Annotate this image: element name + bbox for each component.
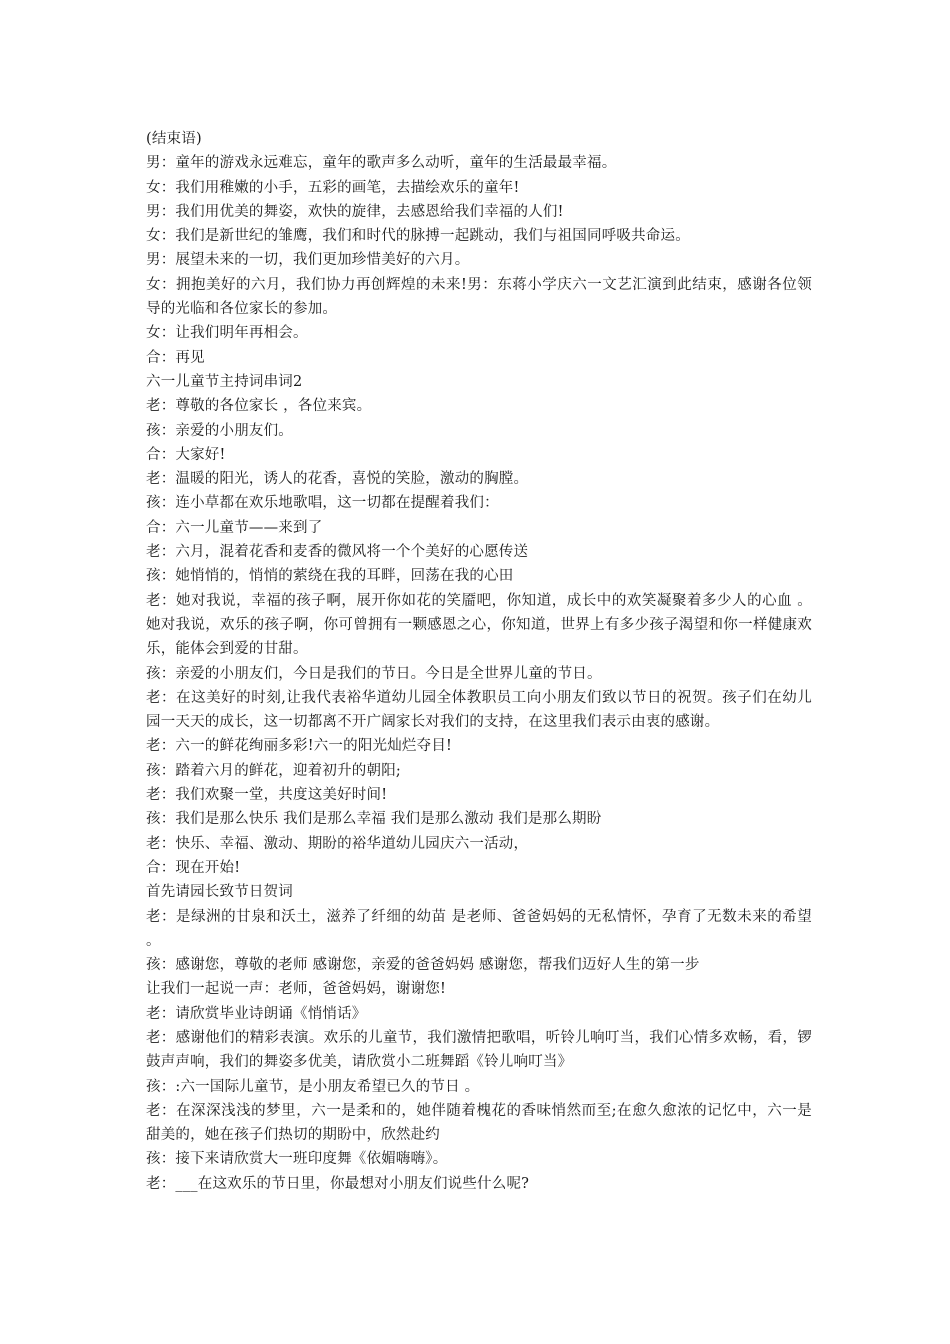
dialogue-line: 女：拥抱美好的六月，我们协力再创辉煌的未来!男：东蒋小学庆六一文艺汇演到此结束，感谢各位领导的光临和各位家长的参加。 [146, 276, 812, 318]
dialogue-line: 女：我们用稚嫩的小手，五彩的画笔，去描绘欢乐的童年! [146, 179, 520, 196]
dialogue-line: 孩：踏着六月的鲜花，迎着初升的朝阳; [146, 762, 401, 779]
dialogue-line: 老：是绿洲的甘泉和沃土，滋养了纤细的幼苗 是老师、爸爸妈妈的无私情怀，孕育了无数未来的希望 。 [146, 908, 812, 949]
dialogue-line: 孩：感谢您，尊敬的老师 感谢您，亲爱的爸爸妈妈 感谢您，帮我们迈好人生的第一步 [146, 957, 700, 974]
dialogue-line: 女：让我们明年再相会。 [146, 325, 308, 342]
dialogue-line: 男：我们用优美的舞姿，欢快的旋律，去感恩给我们幸福的人们! [146, 203, 564, 220]
dialogue-line: 合：再见 [146, 349, 205, 366]
dialogue-line: 合：大家好! [146, 446, 226, 463]
dialogue-line: 老：感谢他们的精彩表演。欢乐的儿童节，我们激情把歌唱，听铃儿响叮当，我们心情多欢畅，看，锣鼓声声响，我们的舞姿多优美，请欣赏小二班舞蹈《铃儿响叮当》 [146, 1029, 812, 1071]
document-body [146, 127, 812, 1196]
stage-direction: 首先请园长致节日贺词 [146, 884, 293, 901]
dialogue-line: 孩：我们是那么快乐 我们是那么幸福 我们是那么激动 我们是那么期盼 [146, 811, 602, 828]
dialogue-line: 孩：:六一国际儿童节，是小朋友希望已久的节日 。 [146, 1078, 480, 1095]
dialogue-line: 老：在这美好的时刻,让我代表裕华道幼儿园全体教职员工向小朋友们致以节日的祝贺。孩子们在幼儿园一天天的成长，这一切都离不开广阔家长对我们的支持，在这里我们表示由衷的感谢。 [146, 689, 812, 731]
dialogue-line: 男：展望未来的一切，我们更加珍惜美好的六月。 [146, 252, 470, 269]
dialogue-line: 孩：她悄悄的，悄悄的萦绕在我的耳畔，回荡在我的心田 [146, 568, 514, 585]
dialogue-line: 合：现在开始! [146, 859, 241, 876]
dialogue-line: 女：我们是新世纪的雏鹰，我们和时代的脉搏一起跳动，我们与祖国同呼吸共命运。 [146, 228, 690, 245]
dialogue-line: 老：六一的鲜花绚丽多彩!六一的阳光灿烂夺目! [146, 738, 453, 755]
dialogue-line: 老：六月，混着花香和麦香的微风将一个个美好的心愿传送 [146, 544, 529, 561]
dialogue-line: 老：温暖的阳光，诱人的花香，喜悦的笑脸，激动的胸膛。 [146, 471, 529, 488]
dialogue-line: 老：在深深浅浅的梦里，六一是柔和的，她伴随着槐花的香味悄然而至;在愈久愈浓的记忆中，六一是甜美的，她在孩子们热切的期盼中，欣然赴约 [146, 1102, 812, 1144]
dialogue-line: 孩：亲爱的小朋友们。 [146, 422, 293, 439]
dialogue-line: 男：童年的游戏永远难忘，童年的歌声多么动听，童年的生活最最幸福。 [146, 155, 617, 172]
dialogue-line: 老：我们欢聚一堂，共度这美好时间! [146, 787, 388, 804]
dialogue-line: 老：快乐、幸福、激动、期盼的裕华道幼儿园庆六一活动， [146, 835, 529, 852]
dialogue-line: 老：请欣赏毕业诗朗诵《悄悄话》 [146, 1005, 367, 1022]
dialogue-line: 孩：接下来请欣赏大一班印度舞《依媚嗨嗨》。 [146, 1151, 448, 1168]
dialogue-line: 老：尊敬的各位家长 ，各位来宾。 [146, 398, 372, 415]
dialogue-line: 老：___在这欢乐的节日里，你最想对小朋友们说些什么呢? [146, 1175, 530, 1192]
dialogue-line: 合：六一儿童节——来到了 [146, 519, 323, 536]
dialogue-line: 孩：亲爱的小朋友们，今日是我们的节日。今日是全世界儿童的节日。 [146, 665, 602, 682]
dialogue-line: 老：她对我说，幸福的孩子啊，展开你如花的笑靥吧，你知道，成长中的欢笑凝聚着多少人的心血 。她对我说，欢乐的孩子啊，你可曾拥有一颗感恩之心，你知道，世界上有多少孩子渴望和你一样健康欢乐，能体会到爱的甘甜。 [146, 592, 812, 658]
dialogue-line: 让我们一起说一声：老师，爸爸妈妈，谢谢您! [146, 981, 447, 998]
section-title: 六一儿童节主持词串词2 [146, 373, 303, 390]
closing-heading: (结束语) [146, 131, 202, 147]
dialogue-line: 孩：连小草都在欢乐地歌唱，这一切都在提醒着我们： [146, 495, 499, 512]
